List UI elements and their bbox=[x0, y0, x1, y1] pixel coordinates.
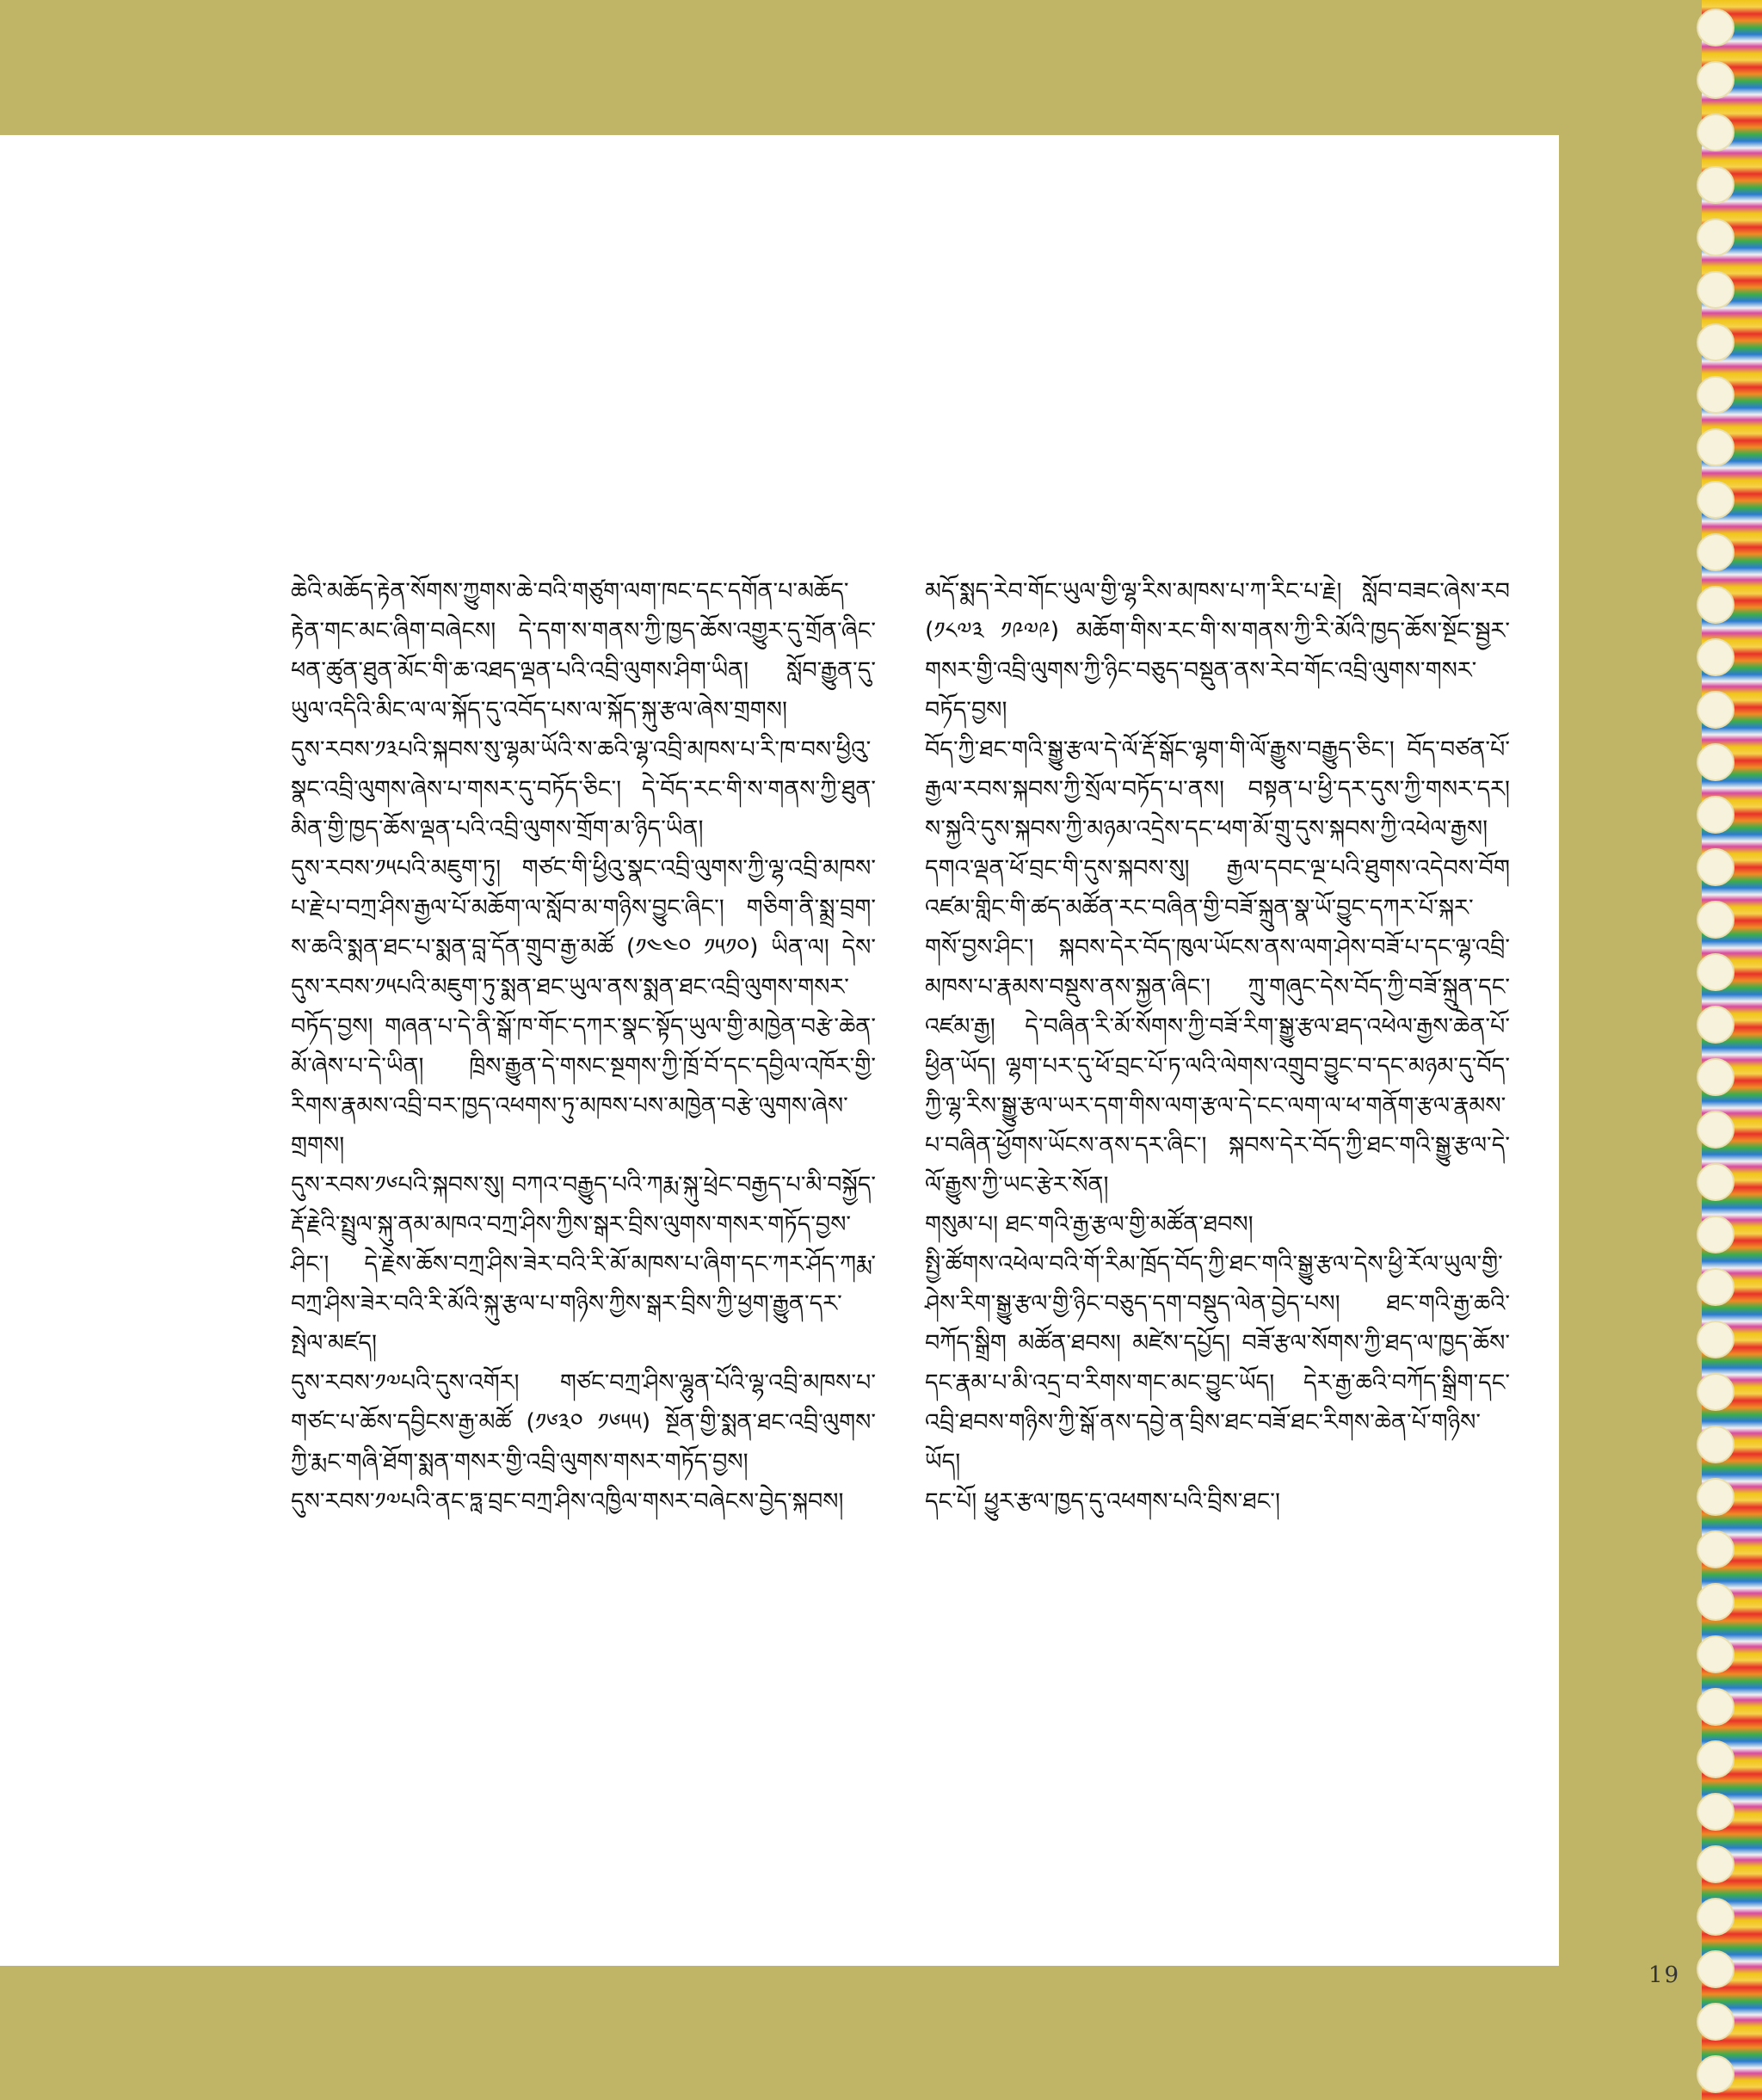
border-scallop bbox=[1697, 743, 1734, 781]
sub-heading: དང་པོ། ཕྱུར་རྩལ་ཁྱད་དུ་འཕགས་པའི་བྲིས་ཐང་། bbox=[925, 1488, 1280, 1515]
border-scallop bbox=[1697, 428, 1734, 466]
border-scallop bbox=[1697, 1058, 1734, 1096]
paragraph: མདོ་སྨད་རེབ་གོང་ཡུལ་གྱི་ལྷ་རིས་མཁས་པ་ཀ་རིང་པ་རྗེ། སློབ་བཟང་ཞེས་རབ (༡༨༧༣ ༡༩༧༩) མཆོག་གིས་རང་གི་ས་གནས་ཀྱི་རི་མོའི་ཁྱད་ཆོས་སྔོང་སྦྱར་གསར་གྱི་འབྲི་ལུགས་ཀྱི་ཉིང་བཅུད་བསྡུན་ནས་རེབ་གོང་འབྲི་ལུགས་གསར་བཏོད་བྱས། bbox=[925, 578, 1510, 724]
border-scallop bbox=[1697, 1373, 1734, 1411]
border-scallop bbox=[1697, 1478, 1734, 1516]
paragraph: སྤྱི་ཚོགས་འཕེལ་བའི་གོ་རིམ་ཁྲོད་བོད་ཀྱི་ཐང་གའི་སྒྱུ་རྩལ་དེས་ཕྱི་རོལ་ཡུལ་གྱི་ཤེས་རིག་སྒྱུ་རྩལ་གྱི་ཉིང་བཅུད་དག་བསྡུད་ལེན་བྱེད་པས། ཐང་གའི་རྒྱ་ཆའི་བཀོད་སྒྲིག མཚོན་ཐབས། མཛེས་དཔྱོད། བཟོ་རྩལ་སོགས་ཀྱི་ཐད་ལ་ཁྱད་ཆོས་དང་རྣམ་པ་མི་འདྲ་བ་རིགས་གང་མང་བྱུང་ཡོད། དེར་རྒྱ་ཆའི་བཀོད་སྒྲིག་དང་འབྲི་ཐབས་གཉིས་ཀྱི་སྒོ་ནས་དབྱེ་ན་བྲིས་ཐང་བཟོ་ཐང་རིགས་ཆེན་པོ་གཉིས་ཡོད། bbox=[925, 1251, 1510, 1475]
border-scallop bbox=[1697, 376, 1734, 414]
section-heading: གསུམ་པ། ཐང་གའི་རྒྱ་རྩལ་གྱི་མཚོན་ཐབས། bbox=[925, 1211, 1254, 1238]
border-scallop bbox=[1697, 1216, 1734, 1253]
border-scallop bbox=[1697, 1111, 1734, 1149]
border-scallop bbox=[1697, 1635, 1734, 1673]
border-scallop bbox=[1697, 61, 1734, 99]
paragraph: བོད་ཀྱི་ཐང་གའི་སྒྱུ་རྩལ་དེ་ལོ་རྡོ་སྒོང་ལྷག་གི་ལོ་རྒྱུས་བརྒྱུད་ཅིང་། བོད་བཙན་པོ་རྒྱལ་རབས་སྐབས་ཀྱི་སྲོལ་བཏོད་པ་ནས། བསྟན་པ་ཕྱི་དར་དུས་ཀྱི་གསར་དར། ས་སྐྱའི་དུས་སྐབས་ཀྱི་མཉམ་འདྲེས་དང་ཕག་མོ་གྲུ་དུས་སྐབས་ཀྱི་འཕེལ་རྒྱས། དགའ་ལྡན་ཕོ་བྲང་གི་དུས་སྐབས་སུ། རྒྱལ་དབང་ལྔ་པའི་ཐུགས་འདེབས་བོག འཛམ་གླིང་གི་ཚད་མཚོན་རང་བཞིན་གྱི་བཟོ་སྐྲུན་སྣ་ཡོ་བྱུང་དཀར་པོ་སྐར་གསོ་བྱས་ཤིང་། སྐབས་དེར་བོད་ཁུལ་ཡོངས་ནས་ལག་ཤེས་བཟོ་པ་དང་ལྷ་འབྲི་མཁས་པ་རྣམས་བསྡུས་ནས་སྐྱན་ཞིང་། ཀྲུ་གཞུང་དེས་བོད་ཀྱི་བཟོ་སྐྲུན་དང་འཛམ་རྒྱ། དེ་བཞིན་རི་མོ་སོགས་ཀྱི་བཟོ་རིག་སྒྱུ་རྩལ་ཐད་འཕེལ་རྒྱས་ཆེན་པོ་ཕྱིན་ཡོད། ལྷག་པར་དུ་ཕོ་བྲང་པོ་ཏ་ལའི་ལེགས་འགྲུབ་བྱུང་བ་དང་མཉམ་དུ་བོད་ཀྱི་ལྷ་རིས་སྒྱུ་རྩལ་ཡར་དག་གིས་ལག་རྩལ་དེ་ངང་ལག་ལ་ཕ་གནོག་རྩལ་རྣམས་པ་བཞིན་ཕྱོགས་ཡོངས་ནས་དར་ཞིང་། སྐབས་དེར་བོད་ཀྱི་ཐང་གའི་སྒྱུ་རྩལ་དེ་ལོ་རྒྱུས་ཀྱི་ཡང་རྩེར་སོན། bbox=[925, 736, 1510, 1198]
border-scallop bbox=[1697, 796, 1734, 834]
bottom-band bbox=[0, 1966, 1710, 2100]
border-scallop bbox=[1697, 1898, 1734, 1936]
border-scallop bbox=[1697, 323, 1734, 361]
border-scallop bbox=[1697, 638, 1734, 676]
border-scallop bbox=[1697, 114, 1734, 151]
border-scallop bbox=[1697, 1268, 1734, 1306]
border-scallop bbox=[1697, 691, 1734, 729]
page-sheet bbox=[0, 135, 1559, 1966]
border-scallop bbox=[1697, 271, 1734, 309]
border-scallop bbox=[1697, 166, 1734, 204]
paragraph: དུས་རབས་༡༥པའི་མཇུག་ཏུ། གཙང་གི་ཕྱིའུ་སྣང་འབྲི་ལུགས་ཀྱི་ལྷ་འབྲི་མཁས་པ་རྗེ་པ་བཀྲ་ཤིས་རྒྱལ་པོ་མཆོག་ལ་སློབ་མ་གཉིས་བྱུང་ཞིང་། གཅིག་ནི་སྨྲ་བྲག་ས་ཆའི་སྨན་ཐང་པ་སྨན་བླ་དོན་གྲུབ་རྒྱ་མཚོ (༡༤༤༠ ༡༥༡༠) ཡིན་ལ། དེས་དུས་རབས་༡༥པའི་མཇུག་ཏུ་སྨན་ཐང་ཡུལ་ནས་སྨན་ཐང་འབྲི་ལུགས་གསར་བཏོད་བྱས། གཞན་པ་དེ་ནི་སྒོ་ཁ་གོང་དཀར་སྣང་སྟོད་ཡུལ་གྱི་མཁྱེན་བརྩེ་ཆེན་མོ་ཞེས་པ་དེ་ཡིན། ཁྲིས་རྒྱུན་དེ་གསང་སྔགས་ཀྱི་ཁྲོ་བོ་དང་དབྱིལ་འཁོར་གྱི་རིགས་རྣམས་འབྲི་བར་ཁྱད་འཕགས་ཏུ་མཁས་པས་མཁྱེན་བརྩེ་ལུགས་ཞེས་གྲགས། bbox=[291, 855, 876, 1159]
border-scallop bbox=[1697, 1426, 1734, 1463]
border-scallop bbox=[1697, 953, 1734, 991]
border-scallop bbox=[1697, 1950, 1734, 1988]
border-scallop bbox=[1697, 1583, 1734, 1621]
left-text-column bbox=[291, 572, 876, 1522]
border-scallop bbox=[1697, 1530, 1734, 1568]
border-scallop bbox=[1697, 1740, 1734, 1778]
top-band bbox=[0, 0, 1710, 135]
border-scallop bbox=[1697, 533, 1734, 571]
right-text-column bbox=[925, 572, 1510, 1522]
border-scallop bbox=[1697, 586, 1734, 624]
border-scallop bbox=[1697, 1793, 1734, 1831]
page-number: 19 bbox=[1648, 1962, 1681, 1988]
paragraph: དུས་རབས་༡༣པའི་སྐབས་སུ་ལྷམ་ཡོའི་ས་ཆའི་ལྷ་འབྲི་མཁས་པ་རི་ཁ་བས་ཕྱིའུ་སྣང་འབྲི་ལུགས་ཞེས་པ་གསར་དུ་བཏོད་ཅིང་། དེ་བོད་རང་གི་ས་གནས་ཀྱི་ཐུན་མིན་གྱི་ཁྱད་ཆོས་ལྡན་པའི་འབྲི་ལུགས་གྲོག་མ་ཉིད་ཡིན། bbox=[291, 736, 876, 842]
border-scallop bbox=[1697, 848, 1734, 886]
paragraph: ཆེའི་མཆོད་རྟེན་སོགས་ཀྱུགས་ཆེ་བའི་གཙུག་ལག་ཁང་དང་དགོན་པ་མཆོད་རྟེན་གང་མང་ཞིག་བཞེངས། དེ་དག་ས་གནས་ཀྱི་ཁྱད་ཆོས་འགྱུར་དུ་གྲོན་ཞིང་ཕན་ཚུན་ཐུན་མོང་གི་ཆ་འཐད་ལྡན་པའི་འབྲི་ལུགས་ཤིག་ཡིན། སློབ་རྒྱུན་དུ་ཡུལ་འདིའི་མིང་ལ་ལ་སྐོད་དུ་འབོད་པས་ལ་སྐོད་སྐུ་རྩལ་ཞེས་གྲགས། bbox=[291, 578, 876, 724]
border-scallop bbox=[1697, 219, 1734, 256]
border-scallop bbox=[1697, 481, 1734, 519]
border-scallop bbox=[1697, 1845, 1734, 1883]
border-scallop bbox=[1697, 1321, 1734, 1358]
border-scallop bbox=[1697, 9, 1734, 46]
paragraph: དུས་རབས་༡༦པའི་སྐབས་སུ། བཀའ་བརྒྱུད་པའི་ཀརྨ་སྐུ་ཕྲེང་བརྒྱད་པ་མི་བསྐྱོད་རྡོ་རྗེའི་སྤྲུལ་སྐུ་ནམ་མཁའ་བཀྲ་ཤིས་ཀྱིས་སྒར་བྲིས་ལུགས་གསར་གཏོད་བྱས་ཤིང་། དེ་རྗེས་ཆོས་བཀྲ་ཤིས་ཟེར་བའི་རི་མོ་མཁས་པ་ཞིག་དང་ཀར་ཤོད་ཀརྨ་བཀྲ་ཤིས་ཟེར་བའི་རི་མོའི་སྐུ་རྩལ་པ་གཉིས་ཀྱིས་སྒར་བྲིས་ཀྱི་ཕྱག་རྒྱུན་དར་སྤེལ་མཛད། bbox=[291, 1172, 876, 1357]
paragraph: དུས་རབས་༡༧པའི་ནང་ཏླ་བྲང་བཀྲ་ཤིས་འཁྱིལ་གསར་བཞེངས་བྱེད་སྐབས། bbox=[291, 1488, 844, 1515]
border-scallop bbox=[1697, 1163, 1734, 1201]
border-scallop bbox=[1697, 1688, 1734, 1726]
paragraph: དུས་རབས་༡༧པའི་དུས་འགོར། གཙང་བཀྲ་ཤིས་ལྷུན་པོའི་ལྷ་འབྲི་མཁས་པ་གཙང་པ་ཆོས་དབྱིངས་རྒྱ་མཚོ (༡༦༣༠ ༡༦༥༥) སྔོན་གྱི་སྨན་ཐང་འབྲི་ལུགས་ཀྱི་རྨང་གཞི་ཐོག་སྨན་གསར་གྱི་འབྲི་ལུགས་གསར་གཏོད་བྱས། bbox=[291, 1370, 876, 1475]
decorative-border-strip bbox=[1702, 0, 1762, 2100]
border-scallop bbox=[1697, 2055, 1734, 2093]
border-scallop bbox=[1697, 1006, 1734, 1044]
border-scallop bbox=[1697, 2003, 1734, 2041]
border-scallop bbox=[1697, 901, 1734, 939]
